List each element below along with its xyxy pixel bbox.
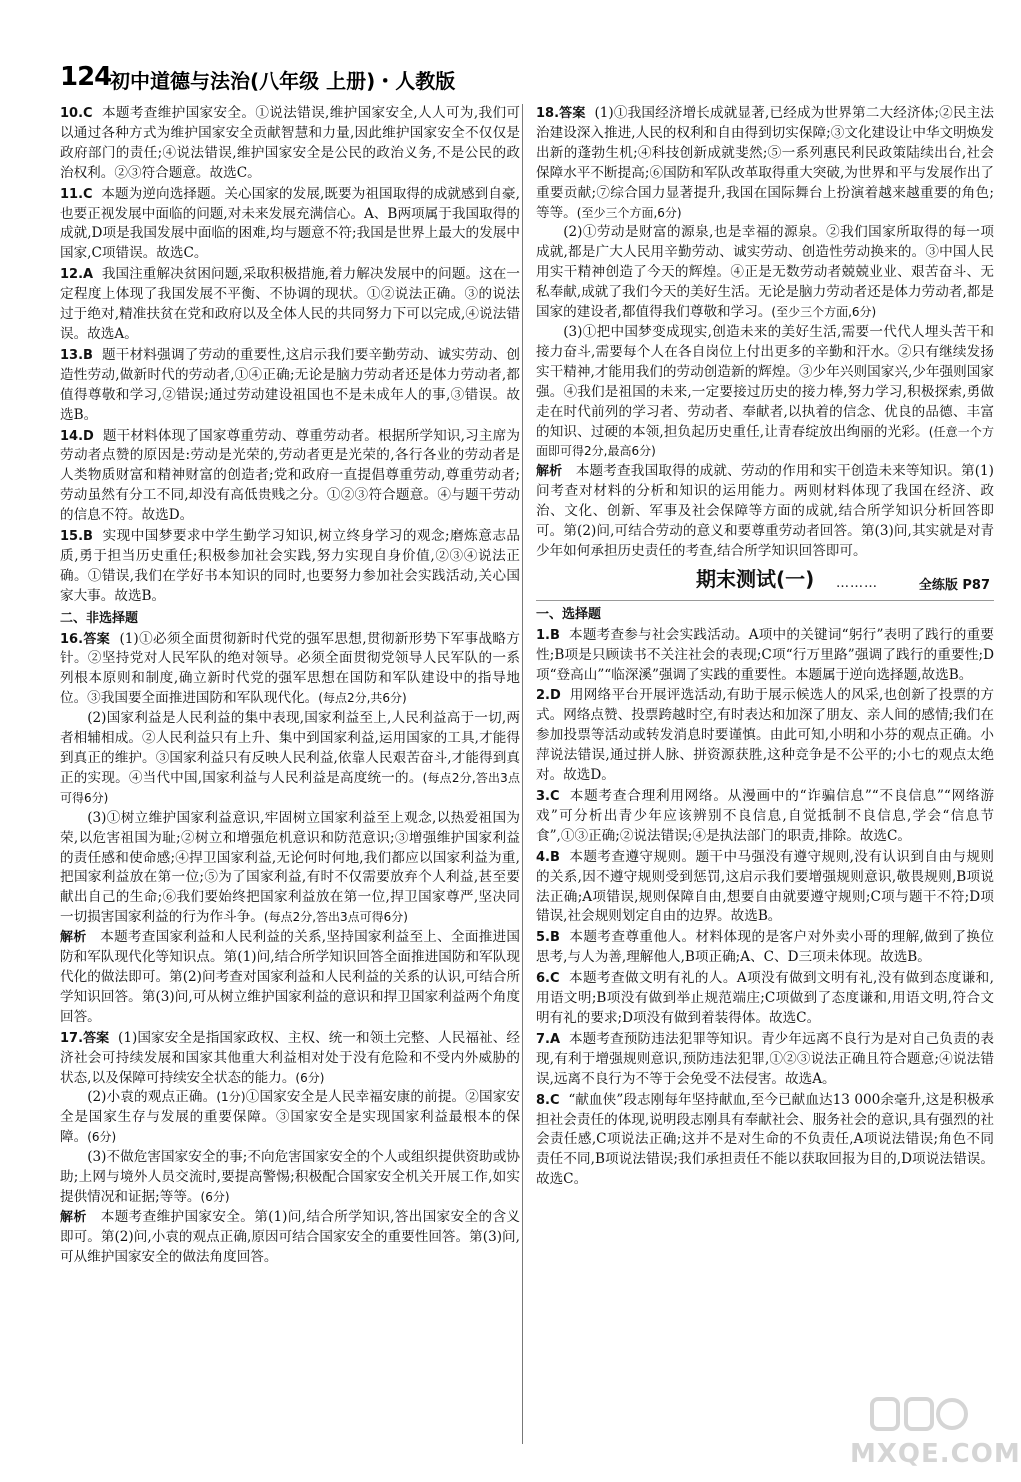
left-column xyxy=(60,104,520,1269)
score-note: (6分) xyxy=(295,1070,325,1085)
page-header xyxy=(60,62,960,96)
answer-part-3: (3)①树立维护国家利益意识,牢固树立国家利益至上观念,以热爱祖国为荣,以危害祖国为耻;②树立和增强危机意识和防范意识;③增强维护国家利益的责任感和使命感;④捍卫国家利益,无论何时何地,我们都应以国家利益为重,把国家利益放在第一位;⑤为了国家利益,有时不仅需要放弃个人利益,甚至要献出自己的生命;⑥我们要始终把国家利益放在第一位,捍卫国家尊严,坚决同一切损害国家利益的行为作斗争。 xyxy=(60,809,520,926)
question-number: 2.D xyxy=(536,688,561,704)
answer-item-10 xyxy=(60,104,520,184)
answer-text: 本题考查参与社会实践活动。A项中的关键词“躬行”表明了践行的重要性;B项是只顾读书不关注社会的表现;C项“行万里路”强调了践行的重要性;D项“登高山”“临深溪”强调了实践的重要性。本题属于逆向选择题,故选B。 xyxy=(536,626,994,683)
answer-text: 我国注重解决贫困问题,采取积极措施,着力解决发展中的问题。这在一定程度上体现了我国发展不平衡、不协调的现状。①②说法正确。③的说法过于绝对,精准扶贫在党和政府以及全体人民的共同努力下可以完成,④说法错误。故选A。 xyxy=(60,266,520,342)
score-note: (每点2分,答出3点可得6分) xyxy=(60,770,520,805)
column-divider xyxy=(522,104,523,1444)
answer-item-18 xyxy=(536,104,994,562)
question-number: 6.C xyxy=(536,971,560,987)
answer-text: 本题考查预防违法犯罪等知识。青少年远离不良行为是对自己负责的表现,有利于增强规则意识,预防违法犯罪,①②③说法正确且符合题意;④说法错误,远离不良行为不等于会免受不法侵害。故选A。 xyxy=(536,1030,994,1087)
final-test-title: 期末测试(一) xyxy=(696,566,815,591)
analysis-text: 本题考查我国取得的成就、劳动的作用和实干创造未来等知识。第(1)问考查对材料的分析和知识的运用能力。两则材料体现了我国在经济、政治、文化、创新、军事及社会保障等方面的成就,结合所学知识分析回答即可。第(2)问,可结合劳动的意义和要尊重劳动者回答。第(3)问,其实就是对青少年如何承担历史责任的考查,结合所学知识回答即可。 xyxy=(536,463,994,559)
watermark xyxy=(850,1395,1021,1475)
answer-part-3: (3)不做危害国家安全的事;不向危害国家安全的个人或组织提供资助或协助;上网与境外人员交流时,要提高警惕;积极配合国家安全机关开展工作,如实提供情况和证据;等等。 xyxy=(60,1149,520,1205)
leader-dots: ……… xyxy=(836,575,878,591)
book-title: 初中道德与法治(八年级 上册)・人教版 xyxy=(110,69,456,93)
answer-item-r8 xyxy=(536,1091,994,1191)
analysis-label: 解析 xyxy=(536,464,563,480)
question-number: 7.A xyxy=(536,1031,561,1047)
question-number: 16. xyxy=(60,631,84,647)
answer-part-1: (1)①必须全面贯彻新时代党的强军思想,贯彻新形势下军事战略方针。②坚持党对人民军队的绝对领导。必须全面贯彻党领导人民军队的一系列根本原则和制度,确立新时代党的强军思想在国防和军队建设中的指导地位。③我国要全面推进国防和军队现代化。 xyxy=(60,630,520,707)
answer-text: 本题考查遵守规则。题干中马强没有遵守规则,没有认识到自由与规则的关系,因不遵守规则受到惩罚,这启示我们要增强规则意识,敬畏规则,B项说法正确;A项错误,规则保障自由,想要自由就要遵守规则;C项与题干不符;D项错误,社会规则划定自由的边界。故选B。 xyxy=(536,848,994,925)
question-number: 13.B xyxy=(60,347,93,363)
page-reference: 全练版 P87 xyxy=(918,577,990,593)
answer-item-13 xyxy=(60,346,520,426)
answer-label: 答案 xyxy=(559,106,586,121)
question-number: 3.C xyxy=(536,789,560,804)
answer-item-r1 xyxy=(536,626,994,686)
question-number: 15.B xyxy=(60,529,93,545)
question-number: 12.A xyxy=(60,267,94,283)
final-test-header xyxy=(536,566,994,601)
analysis-text: 本题考查国家利益和人民利益的关系,坚持国家利益至上、全面推进国防和军队现代化等知识点。第(1)问,结合所学知识回答全面推进国防和军队现代化的做法即可。第(2)问考查对国家利益和人民利益的关系的认识,可结合所学知识回答。第(3)问,可从树立维护国家利益的意识和捍卫国家利益两个角度回答。 xyxy=(60,929,520,1025)
answer-part-1: (1)国家安全是指国家政权、主权、统一和领土完整、人民福祉、经济社会可持续发展和国家其他重大利益相对处于没有危险和不受内外威胁的状态,以及保障可持续安全状态的能力。 xyxy=(60,1029,520,1086)
answer-part-2: (2)国家利益是人民利益的集中表现,国家利益至上,人民利益高于一切,两者相辅相成。②人民利益只有上升、集中到国家利益,运用国家的工具,才能得到真正的维护。③国家利益只有反映人民利益,依靠人民艰苦奋斗,才能得到真正的实现。④当代中国,国家利益与人民利益是高度统一的。 xyxy=(60,710,520,786)
answer-label: 答案 xyxy=(83,1030,110,1046)
answer-text: 题干材料体现了国家尊重劳动、尊重劳动者。根据所学知识,习主席为劳动者点赞的原因是:劳动是光荣的,劳动者更是光荣的,各行各业的劳动者是人类物质财富和精神财富的创造者;党和政府一直提倡尊重劳动,尊重劳动者;劳动虽然有分工不同,却没有高低贵贱之分。①②③符合题意。④与题干劳动的信息不符。故选D。 xyxy=(60,427,520,524)
score-note: (1分) xyxy=(216,1090,246,1105)
analysis-label: 解析 xyxy=(60,930,87,946)
question-number: 4.B xyxy=(536,849,560,865)
answer-item-16 xyxy=(60,630,520,1028)
answer-item-r3 xyxy=(536,787,994,847)
section-title-choice: 一、选择题 xyxy=(536,606,602,622)
answer-item-14 xyxy=(60,427,520,527)
question-number: 17. xyxy=(60,1030,84,1046)
answer-part-1: (1)①我国经济增长成就显著,已经成为世界第二大经济体;②民主法治建设深入推进,人民的权利和自由得到切实保障;③文化建设让中华文明焕发出新的蓬勃生机;④科技创新成就斐然;⑤一系列惠民利民政策陆续出台,社会保障水平不断提高;⑥国防和军队改革取得重大突破,为世界和平与发展作出了重要贡献;⑦综合国力显著提升,我国在国际舞台上扮演着越来越重要的角色;等等。 xyxy=(536,105,994,221)
score-note: (任意一个方面即可得2分,最高6分) xyxy=(536,424,994,459)
analysis-label: 解析 xyxy=(60,1209,87,1225)
score-note: (每点2分,答出3点可得6分) xyxy=(263,910,408,925)
answer-item-r7 xyxy=(536,1030,994,1090)
score-note: (至少三个方面,6分) xyxy=(771,305,877,320)
score-note: (6分) xyxy=(200,1189,230,1204)
section-title-nonchoice: 二、非选择题 xyxy=(60,610,139,626)
watermark-logo-icon xyxy=(870,1395,970,1435)
question-number: 1.B xyxy=(536,627,560,643)
answer-text: 本题为逆向选择题。关心国家的发展,既要为祖国取得的成就感到自豪,也要正视发展中面临的问题,对未来发展充满信心。A、B两项属于我国取得的成就,D项是我国发展中面临的困难,均与题意不符;我国是世界上最大的发展中国家,C项错误。故选C。 xyxy=(60,185,520,262)
answer-item-r6 xyxy=(536,969,994,1029)
question-number: 8.C xyxy=(536,1092,560,1108)
answer-text: 实现中国梦要求中学生勤学习知识,树立终身学习的观念;磨炼意志品质,勇于担当历史重任;积极参加社会实践,努力实现自身价值,②③④说法正确。①错误,我们在学好书本知识的同时,也要努力参加社会实践活动,关心国家大事。故选B。 xyxy=(60,528,520,604)
analysis-text: 本题考查维护国家安全。第(1)问,结合所学知识,答出国家安全的含义即可。第(2)问,小袁的观点正确,原因可结合国家安全的重要性回答。第(3)问,可从维护国家安全的做法角度回答。 xyxy=(60,1208,520,1265)
answer-text: 本题考查做文明有礼的人。A项没有做到文明有礼,没有做到态度谦和,用语文明;B项没有做到举止规范端庄;C项做到了态度谦和,用语文明,符合文明有礼的要求;D项没有做到着装得体。故选C。 xyxy=(536,970,994,1026)
answer-label: 答案 xyxy=(83,631,111,647)
answer-text: 用网络平台开展评选活动,有助于展示候选人的风采,也创新了投票的方式。网络点赞、投票跨越时空,有时表达和加深了朋友、亲人间的感情;我们在参加投票等活动或转发消息时要谨慎。由此可知,小明和小芬的观点正确。小萍说法错误,通过拼人脉、拼资源获胜,这种竞争是不公平的;小七的观点太绝对。故选D。 xyxy=(536,687,994,784)
answer-item-r5 xyxy=(536,928,994,968)
question-number: 18. xyxy=(536,106,560,121)
question-number: 5.B xyxy=(536,930,560,946)
answer-text: 本题考查合理利用网络。从漫画中的“诈骗信息”“不良信息”“网络游戏”可分析出青少年应该辨别不良信息,自觉抵制不良信息,学会“信息节食”,①③正确;②说法错误;④是执法部门的职责,排除。故选C。 xyxy=(536,788,994,844)
answer-item-17 xyxy=(60,1029,520,1268)
right-column xyxy=(536,104,994,1191)
score-note: (每点2分,共6分) xyxy=(318,691,407,706)
answer-text: “献血侠”段志刚每年坚持献血,至今已献血达13 000余毫升,这是积极承担社会责任的体现,说明段志刚具有奉献社会、服务社会的意识,具有强烈的社会责任感,C项说法正确;这并不是对生命的不负责任,A项说法错误;角色不同责任不同,B项说法错误;我们承担责任不能以获取回报为目的,D项说法错误。故选C。 xyxy=(536,1091,994,1188)
answer-item-11 xyxy=(60,185,520,265)
answer-part-2b: ①国家安全是人民幸福安康的前提。②国家安全是国家生存与发展的重要保障。③国家安全是实现国家利益最根本的保障。 xyxy=(60,1089,521,1146)
answer-text: 题干材料强调了劳动的重要性,这启示我们要辛勤劳动、诚实劳动、创造性劳动,做新时代的劳动者,①④正确;无论是脑力劳动者还是体力劳动者,都值得尊敬和学习,②错误;通过劳动建设祖国也不是未成年人的事,③错误。故选B。 xyxy=(60,346,520,423)
question-number: 11.C xyxy=(60,186,93,202)
answer-part-2: (2)①劳动是财富的源泉,也是幸福的源泉。②我们国家所取得的每一项成就,都是广大人民用辛勤劳动、诚实劳动、创造性劳动换来的。③中国人民用实干精神创造了今天的辉煌。④正是无数劳动者兢兢业业、艰苦奋斗、无私奉献,成就了我们今天的美好生活。无论是脑力劳动者还是体力劳动者,都是国家的建设者,都值得我们尊敬和学习。 xyxy=(536,224,994,321)
answer-item-15 xyxy=(60,527,520,607)
page-number: 124 xyxy=(60,62,112,92)
answer-text: 本题考查维护国家安全。①说法错误,维护国家安全,人人可为,我们可以通过各种方式为维护国家安全贡献智慧和力量,因此维护国家安全不仅仅是政府部门的责任;④说法错误,维护国家安全是公民的政治义务,不是公民的政治权利。②③符合题意。故选C。 xyxy=(60,105,520,181)
answer-item-12 xyxy=(60,265,520,345)
question-number: 10.C xyxy=(60,106,93,121)
score-note: (6分) xyxy=(87,1130,117,1145)
score-note: (至少三个方面,6分) xyxy=(576,205,682,220)
answer-item-r2 xyxy=(536,686,994,786)
answer-part-3: (3)①把中国梦变成现实,创造未来的美好生活,需要一代代人埋头苦干和接力奋斗,需要每个人在各自岗位上付出更多的辛勤和汗水。②只有继续发扬实干精神,才能用我们的劳动创造新的辉煌。③少年兴则国家兴,少年强则国家强。④我们是祖国的未来,一定要接过历史的接力棒,努力学习,积极探索,勇做走在时代前列的学习者、劳动者、奉献者,以执着的信念、优良的品德、丰富的知识、过硬的本领,担负起历史重任,让青春绽放出绚丽的光彩。 xyxy=(536,323,994,440)
answer-text: 本题考查尊重他人。材料体现的是客户对外卖小哥的理解,做到了换位思考,与人为善,理解他人,B项正确;A、C、D三项未体现。故选B。 xyxy=(536,929,994,966)
question-number: 14.D xyxy=(60,428,94,444)
answer-part-2: (2)小袁的观点正确。 xyxy=(87,1089,217,1106)
answer-item-r4 xyxy=(536,848,994,928)
watermark-text: MXQE.COM xyxy=(850,1439,1021,1469)
